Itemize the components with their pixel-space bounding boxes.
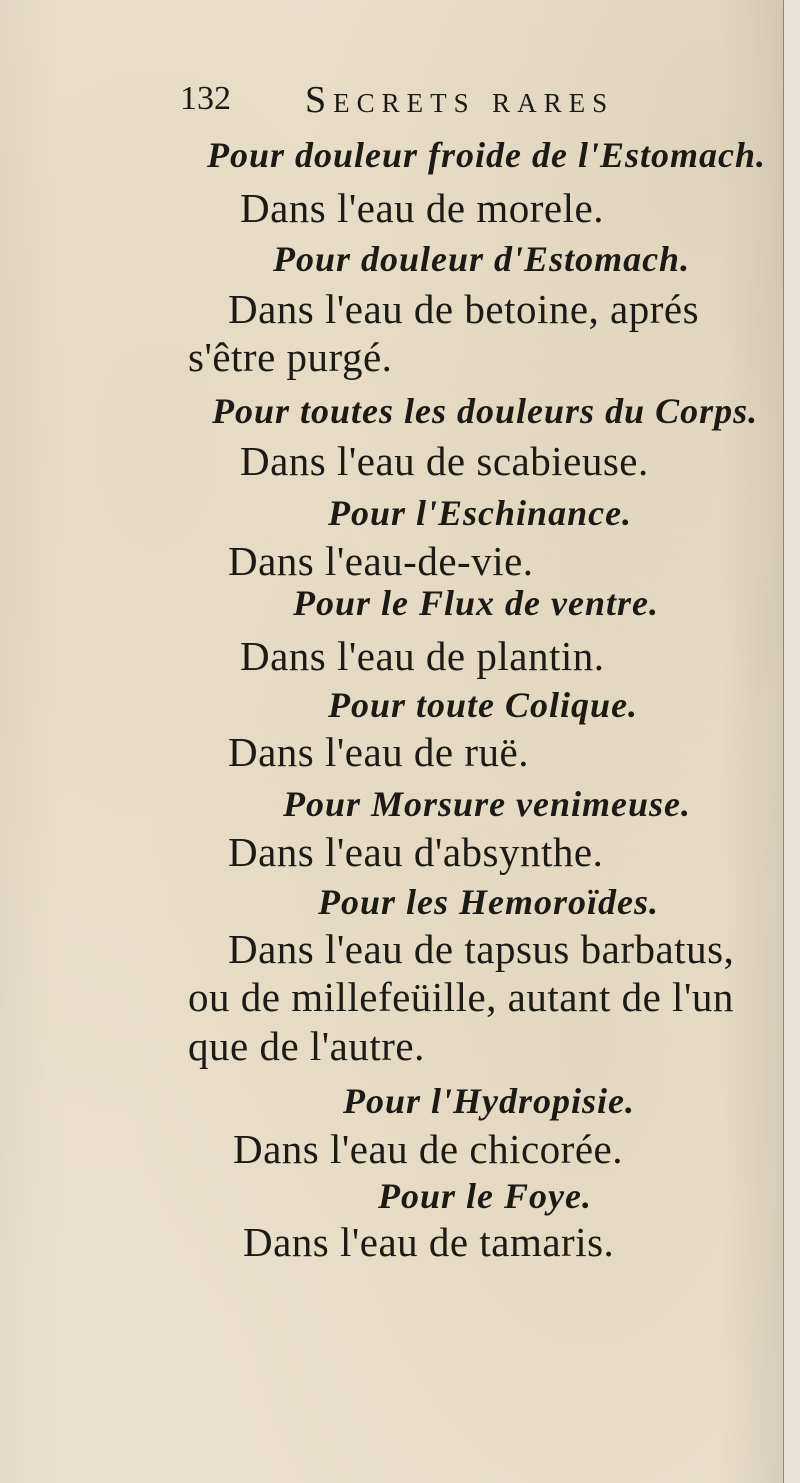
entry-heading: Pour l'Hydropisie.: [343, 1081, 636, 1121]
page-number: 132: [180, 80, 231, 117]
entry-text: s'être purgé.: [188, 334, 393, 380]
entry-heading: Pour Morsure venimeuse.: [283, 784, 692, 824]
running-head: Secrets rares: [305, 79, 615, 121]
entry-heading: Pour douleur froide de l'Estomach.: [207, 135, 767, 175]
entry-heading: Pour toute Colique.: [328, 685, 639, 725]
entry-text: Dans l'eau-de-vie.: [228, 538, 534, 584]
entry-text: Dans l'eau de tamaris.: [243, 1219, 615, 1265]
entry-heading: Pour le Foye.: [378, 1176, 592, 1216]
entry-text: Dans l'eau de betoine, aprés: [228, 286, 700, 332]
entry-text: Dans l'eau de morele.: [240, 185, 604, 231]
entry-text: Dans l'eau de plantin.: [240, 633, 605, 679]
entry-text: Dans l'eau de chicorée.: [233, 1126, 623, 1172]
entry-heading: Pour toutes les douleurs du Corps.: [212, 391, 759, 431]
entry-text: que de l'autre.: [188, 1023, 425, 1069]
page-edge: [783, 0, 800, 1483]
entry-text: Dans l'eau de ruë.: [228, 729, 529, 775]
entry-heading: Pour les Hemoroïdes.: [318, 882, 659, 922]
entry-text: Dans l'eau de scabieuse.: [240, 438, 649, 484]
entry-heading: Pour le Flux de ventre.: [293, 583, 659, 623]
entry-heading: Pour l'Eschinance.: [328, 493, 633, 533]
entry-text: ou de millefeüille, autant de l'un: [188, 974, 734, 1020]
entry-text: Dans l'eau d'absynthe.: [228, 829, 604, 875]
entry-heading: Pour douleur d'Estomach.: [273, 239, 691, 279]
entry-text: Dans l'eau de tapsus barbatus,: [228, 926, 735, 972]
